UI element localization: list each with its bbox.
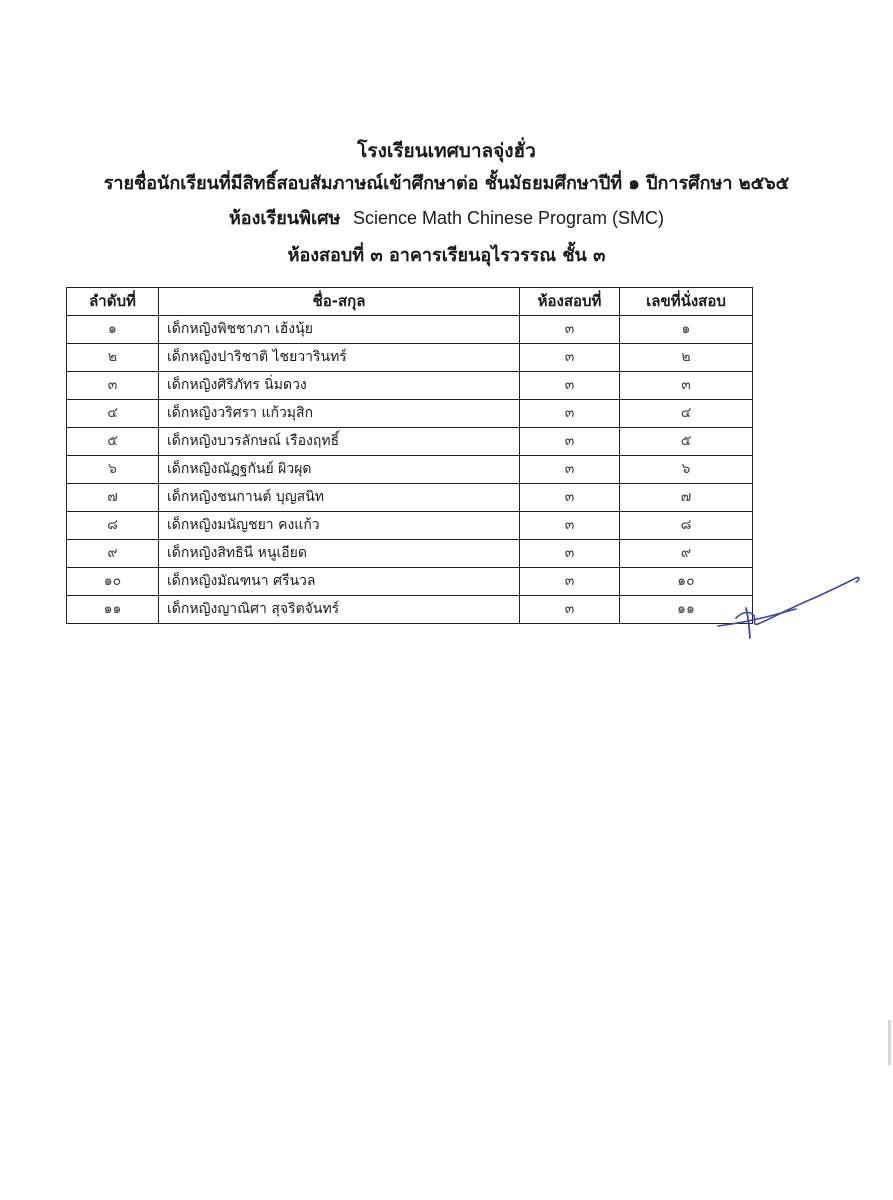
handwritten-signature (716, 574, 866, 642)
table-row (67, 456, 753, 484)
name-cell: เด็กหญิงญาณิศา สุจริตจันทร์ (159, 596, 520, 624)
name-cell: เด็กหญิงมัณฑนา ศรีนวล (159, 568, 520, 596)
school-name: โรงเรียนเทศบาลจุ่งฮั่ว (357, 140, 536, 162)
room-cell: ๓ (520, 596, 620, 624)
room-cell: ๓ (520, 568, 620, 596)
column-header-seat: เลขที่นั่งสอบ (620, 288, 753, 316)
room-cell: ๓ (520, 540, 620, 568)
seat-cell: ๑๑ (620, 596, 753, 624)
order-cell: ๑ (67, 316, 159, 344)
program-line (0, 203, 893, 232)
column-header-room: ห้องสอบที่ (520, 288, 620, 316)
order-cell: ๒ (67, 344, 159, 372)
announcement-title: รายชื่อนักเรียนที่มีสิทธิ์สอบสัมภาษณ์เข้าศึกษาต่อ ชั้นมัธยมศึกษาปีที่ ๑ ปีการศึกษา ๒๕๖๕ (103, 173, 790, 194)
name-cell: เด็กหญิงวริศรา แก้วมุสิก (159, 400, 520, 428)
program-name: Science Math Chinese Program (SMC) (352, 208, 665, 228)
table-row (67, 512, 753, 540)
program-prefix: ห้องเรียนพิเศษ (228, 208, 341, 229)
name-cell: เด็กหญิงณัฏฐกันย์ ผิวผุด (159, 456, 520, 484)
name-cell: เด็กหญิงมนัญชยา คงแก้ว (159, 512, 520, 540)
table-row (67, 540, 753, 568)
scan-edge-mark (888, 1020, 891, 1065)
table-row (67, 596, 753, 624)
room-cell: ๓ (520, 456, 620, 484)
table-row (67, 568, 753, 596)
seat-cell: ๓ (620, 372, 753, 400)
order-cell: ๕ (67, 428, 159, 456)
table-row (67, 428, 753, 456)
order-cell: ๔ (67, 400, 159, 428)
room-cell: ๓ (520, 428, 620, 456)
student-roster-table (66, 287, 753, 624)
seat-cell: ๘ (620, 512, 753, 540)
table-row (67, 400, 753, 428)
order-cell: ๑๐ (67, 568, 159, 596)
exam-room-heading: ห้องสอบที่ ๓ อาคารเรียนอุไรวรรณ ชั้น ๓ (287, 245, 606, 266)
room-cell: ๓ (520, 512, 620, 540)
name-cell: เด็กหญิงบวรลักษณ์ เรืองฤทธิ์ (159, 428, 520, 456)
seat-cell: ๔ (620, 400, 753, 428)
seat-cell: ๖ (620, 456, 753, 484)
table-row (67, 372, 753, 400)
name-cell: เด็กหญิงสิทธินี หนูเอียด (159, 540, 520, 568)
seat-cell: ๒ (620, 344, 753, 372)
table-row (67, 344, 753, 372)
table-row (67, 484, 753, 512)
room-cell: ๓ (520, 316, 620, 344)
seat-cell: ๕ (620, 428, 753, 456)
room-cell: ๓ (520, 372, 620, 400)
name-cell: เด็กหญิงปาริชาติ ไชยวารินทร์ (159, 344, 520, 372)
order-cell: ๗ (67, 484, 159, 512)
table-header-row (67, 288, 753, 316)
table-row (67, 316, 753, 344)
room-cell: ๓ (520, 484, 620, 512)
order-cell: ๓ (67, 372, 159, 400)
column-header-name: ชื่อ-สกุล (159, 288, 520, 316)
column-header-order: ลำดับที่ (67, 288, 159, 316)
order-cell: ๑๑ (67, 596, 159, 624)
room-cell: ๓ (520, 344, 620, 372)
order-cell: ๘ (67, 512, 159, 540)
name-cell: เด็กหญิงพิชชาภา เฮ้งนุ้ย (159, 316, 520, 344)
room-cell: ๓ (520, 400, 620, 428)
name-cell: เด็กหญิงชนกานต์ บุญสนิท (159, 484, 520, 512)
seat-cell: ๗ (620, 484, 753, 512)
seat-cell: ๑ (620, 316, 753, 344)
order-cell: ๙ (67, 540, 159, 568)
order-cell: ๖ (67, 456, 159, 484)
seat-cell: ๑๐ (620, 568, 753, 596)
name-cell: เด็กหญิงศิริภัทร นิ่มดวง (159, 372, 520, 400)
seat-cell: ๙ (620, 540, 753, 568)
